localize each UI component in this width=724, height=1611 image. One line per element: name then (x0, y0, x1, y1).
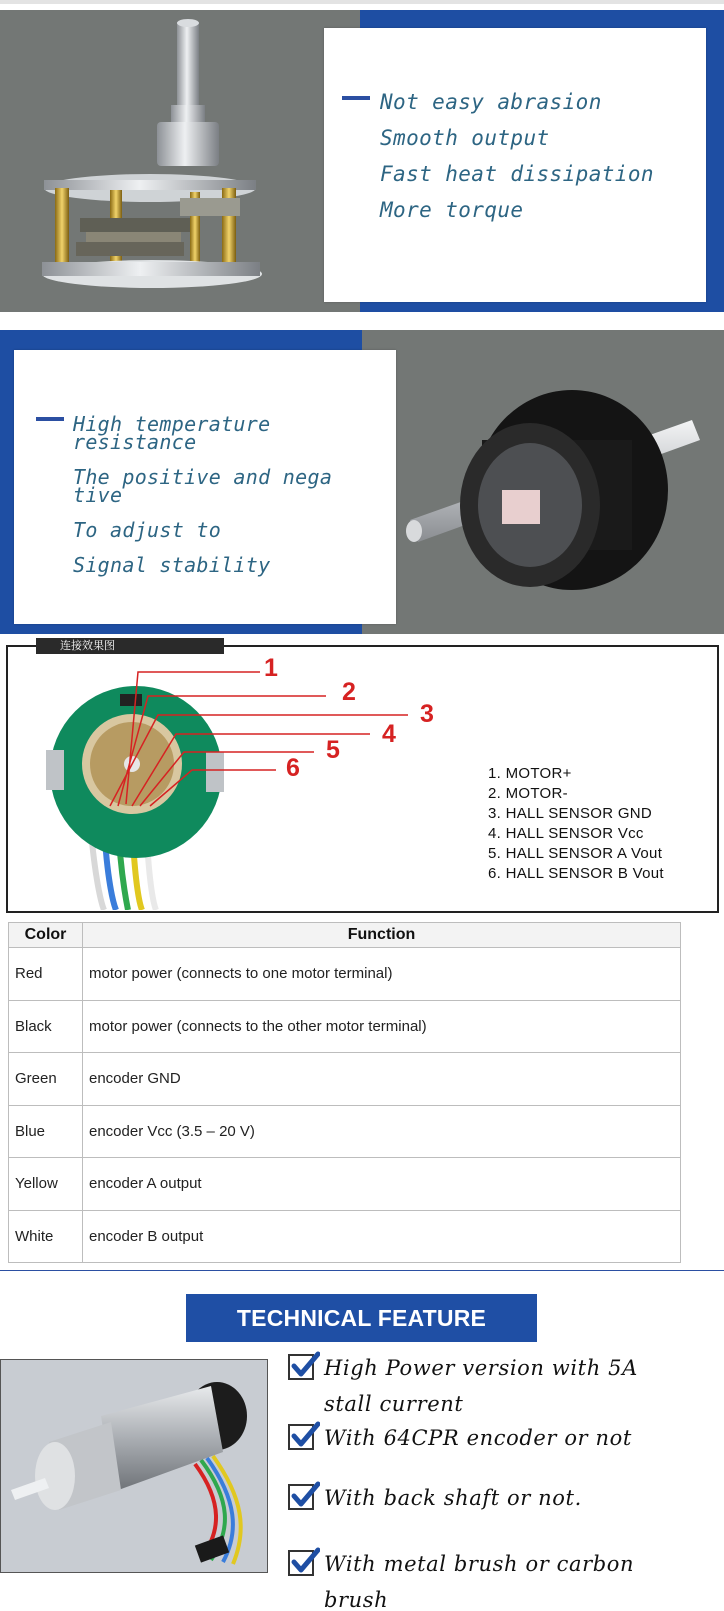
feature-dash (36, 417, 64, 421)
gear-motor-photo (0, 1359, 268, 1573)
feature-item: To adjust to (73, 518, 222, 542)
feature-item: High temperature resistance (73, 412, 271, 454)
pin-function-item: 6. HALL SENSOR B Vout (488, 865, 664, 882)
wire-function: motor power (connects to the other motor terminal) (83, 1000, 681, 1053)
pin-function-list (488, 764, 664, 884)
wire-color: Red (9, 948, 83, 1001)
gear-motor-illustration (1, 1360, 268, 1573)
magnet-illustration (362, 330, 724, 634)
column-header-color: Color (9, 923, 83, 948)
table-row (9, 1000, 681, 1053)
technical-feature-banner: TECHNICAL FEATURE (186, 1294, 537, 1342)
pin-number-1: 1 (264, 654, 278, 682)
checkbox-check-icon (288, 1354, 314, 1380)
wire-function: encoder Vcc (3.5 – 20 V) (83, 1105, 681, 1158)
checkbox-check-icon (288, 1484, 314, 1510)
table-row (9, 1053, 681, 1106)
column-header-function: Function (83, 923, 681, 948)
section1-feature-list (380, 84, 654, 228)
feature-item: Fast heat dissipation (380, 162, 654, 186)
feature-item: Not easy abrasion (380, 90, 602, 114)
wire-color: Green (9, 1053, 83, 1106)
pin-number-3: 3 (420, 700, 434, 728)
technical-feature-item: High Power version with 5A stall current (288, 1350, 718, 1422)
checkbox-check-icon (288, 1550, 314, 1576)
wire-function: encoder B output (83, 1210, 681, 1263)
feature-item: The positive and nega tive (73, 465, 333, 507)
table-row (9, 1105, 681, 1158)
wire-color: Blue (9, 1105, 83, 1158)
table-row (9, 1210, 681, 1263)
wire-color: White (9, 1210, 83, 1263)
table-row (9, 1158, 681, 1211)
pin-function-item: 4. HALL SENSOR Vcc (488, 825, 644, 842)
table-row (9, 948, 681, 1001)
pin-function-item: 1. MOTOR+ (488, 765, 572, 782)
top-divider (0, 0, 724, 4)
wire-color: Yellow (9, 1158, 83, 1211)
feature-item: Smooth output (380, 126, 550, 150)
magnet-photo (362, 330, 724, 634)
section2-feature-list (73, 412, 333, 577)
encoder-board-figure (8, 660, 468, 910)
gearbox-photo (0, 10, 360, 312)
pin-number-2: 2 (342, 678, 356, 706)
pin-function-item: 2. MOTOR- (488, 785, 568, 802)
feature-item: Signal stability (73, 553, 271, 577)
table-header-row (9, 923, 681, 948)
pin-number-5: 5 (326, 736, 340, 764)
technical-feature-item: With metal brush or carbon brush (288, 1546, 718, 1611)
feature-dash (342, 96, 370, 100)
technical-feature-item: With back shaft or not. (288, 1480, 718, 1516)
wire-color: Black (9, 1000, 83, 1053)
wire-function: encoder GND (83, 1053, 681, 1106)
wire-function: motor power (connects to one motor terminal) (83, 948, 681, 1001)
pin-function-item: 5. HALL SENSOR A Vout (488, 845, 663, 862)
section-divider (0, 1270, 724, 1271)
wire-function: encoder A output (83, 1158, 681, 1211)
pin-number-4: 4 (382, 720, 396, 748)
wiring-tag: 连接效果图 (36, 638, 224, 654)
checkbox-check-icon (288, 1424, 314, 1450)
gearbox-illustration (0, 10, 360, 312)
technical-feature-item: With 64CPR encoder or not (288, 1420, 718, 1456)
wire-color-table (8, 922, 681, 1263)
pin-function-item: 3. HALL SENSOR GND (488, 805, 653, 822)
encoder-board-illustration (8, 660, 468, 910)
feature-item: More torque (380, 198, 524, 222)
pin-number-6: 6 (286, 754, 300, 782)
